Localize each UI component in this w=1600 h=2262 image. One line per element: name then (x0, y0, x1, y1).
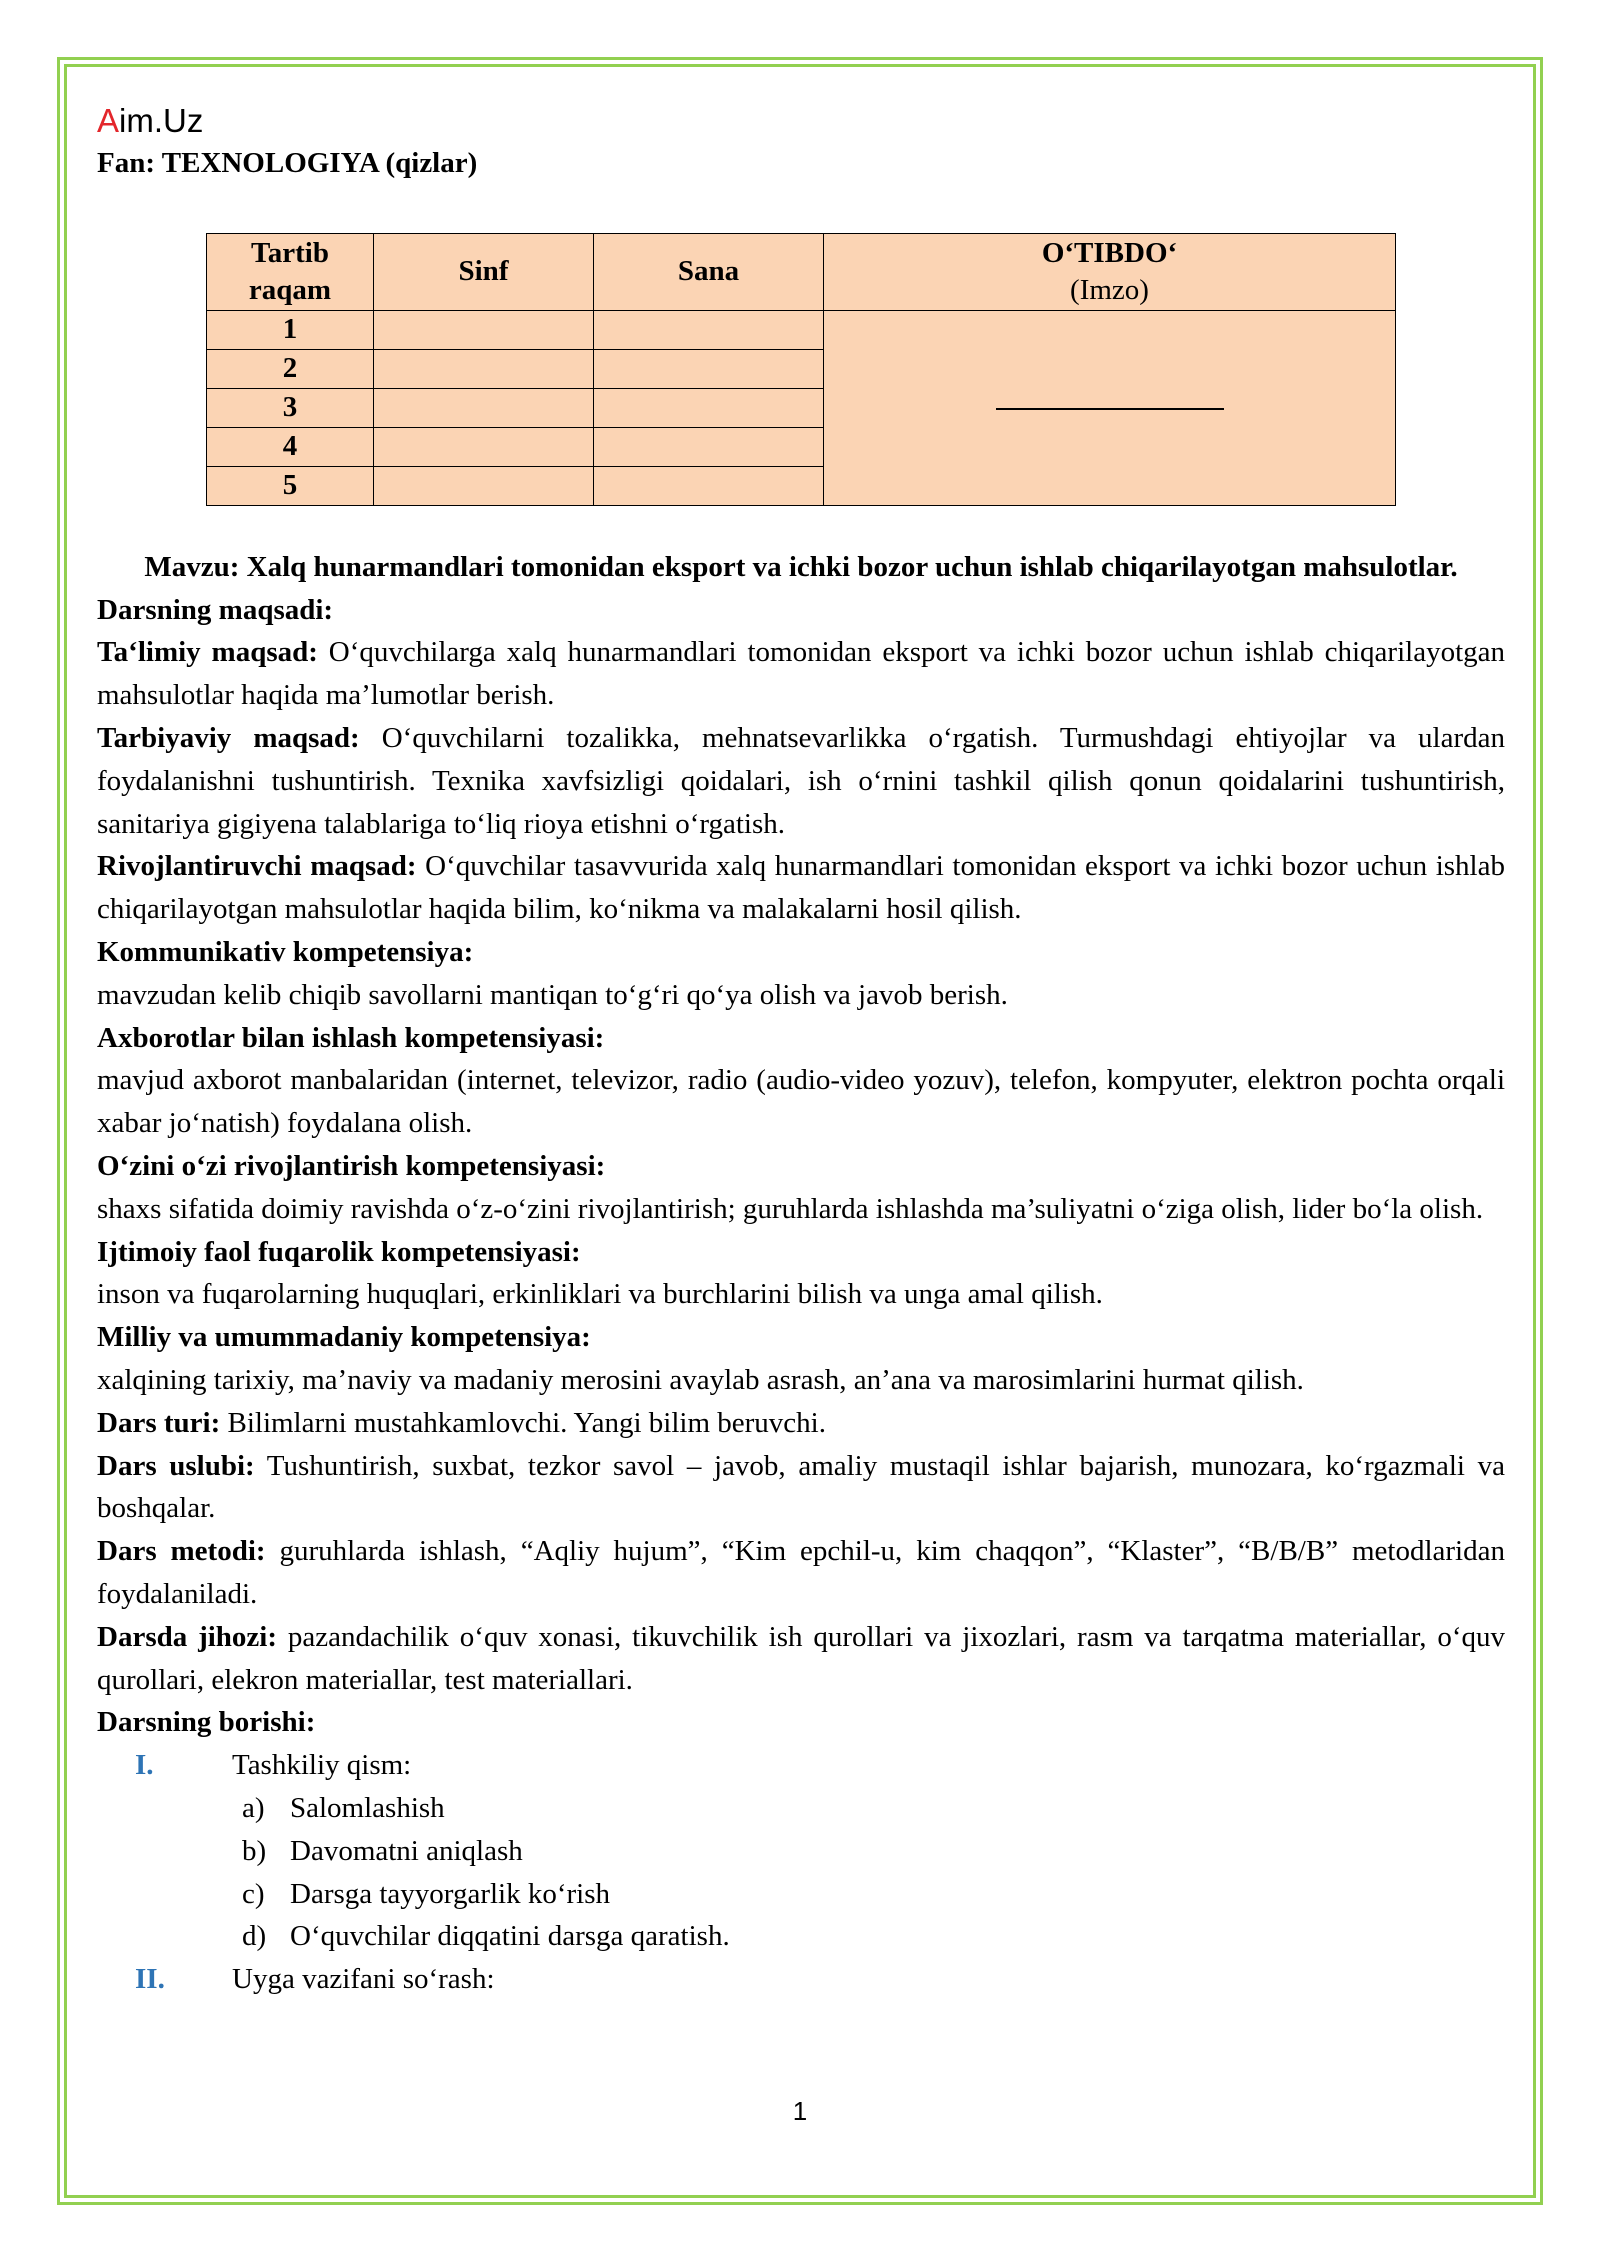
signature-line (996, 408, 1224, 410)
step-text: Tashkiliy qism: (232, 1749, 412, 1782)
dars-metodi-text: guruhlarda ishlash, “Aqliy hujum”, “Kim epchil-u, kim chaqqon”, “Klaster”, “B/B/B” metodlaridan foydalaniladi. (97, 1535, 1505, 1610)
header-otibdo (824, 233, 1396, 310)
tarbiyaviy-paragraph (97, 717, 1505, 845)
darsda-jihozi-text: pazandachilik o‘quv xonasi, tikuvchilik ish qurollari va jixozlari, rasm va tarqatma materiallar, o‘quv qurollari, elekron materiallar, test materiallari. (97, 1620, 1505, 1696)
talimiy-text: O‘quvchilarga xalq hunarmandlari tomonidan eksport va ichki bozor uchun ishlab chiqarilayotgan mahsulotlar haqida ma’lumotlar berish. (97, 636, 1505, 712)
table-header-row (207, 233, 1396, 310)
ijtimoiy-text: inson va fuqarolarning huquqlari, erkinliklari va burchlarini bilish va unga amal qilish. (97, 1278, 1103, 1311)
axborot-text: mavjud axborot manbalaridan (internet, televizor, radio (audio-video yozuv), telefon, kompyuter, elektron pochta orqali xabar jo‘natish) foydalana olish. (97, 1064, 1505, 1140)
milliy-text: xalqining tarixiy, ma’naviy va madaniy merosini avaylab asrash, an’ana va marosimlarini hurmat qilish. (97, 1363, 1304, 1396)
sub-letter: a) (242, 1791, 265, 1824)
talimiy-paragraph (97, 631, 1505, 717)
ozini-text: shaxs sifatida doimiy ravishda o‘z-o‘zini rivojlantirish; guruhlarda ishlashda ma’suliyatni o‘ziga olish, lider bo‘la olish. (97, 1192, 1484, 1225)
rivojlantiruvchi-paragraph (97, 845, 1505, 931)
page-number: 1 (792, 2096, 808, 2126)
subject-line: Fan: TEXNOLOGIYA (qizlar) (97, 147, 478, 179)
row-number: 5 (207, 466, 374, 505)
dars-turi-label: Dars turi: (97, 1406, 221, 1439)
sub-letter: d) (242, 1920, 267, 1953)
darsda-jihozi-label: Darsda jihozi: (97, 1620, 278, 1653)
header-sana: Sana (594, 233, 824, 310)
goals-heading: Darsning maqsadi: (97, 593, 334, 626)
axborot-heading: Axborotlar bilan ishlash kompetensiyasi: (97, 1021, 605, 1054)
dars-turi-text: Bilimlarni mustahkamlovchi. Yangi bilim beruvchi. (220, 1406, 826, 1439)
dars-metodi-label: Dars metodi: (97, 1535, 266, 1568)
header-tartib: Tartib raqam (207, 233, 374, 310)
sinf-cell (374, 427, 594, 466)
sana-cell (594, 349, 824, 388)
ozini-heading: O‘zini o‘zi rivojlantirish kompetensiyasi: (97, 1149, 606, 1182)
sub-letter: c) (242, 1877, 265, 1910)
document-body (97, 100, 1505, 2001)
logo-text: im.Uz (119, 102, 204, 139)
list-item (97, 1787, 1505, 1830)
sinf-cell (374, 310, 594, 349)
rivojlantiruvchi-label: Rivojlantiruvchi maqsad: (97, 850, 417, 883)
list-item (97, 1744, 1505, 1787)
sana-cell (594, 310, 824, 349)
list-item (97, 1873, 1505, 1916)
kommunikativ-text: mavzudan kelib chiqib savollarni mantiqan to‘g‘ri qo‘ya olish va javob berish. (97, 978, 1008, 1011)
sana-cell (594, 427, 824, 466)
signature-cell (824, 310, 1396, 505)
dars-metodi-paragraph (97, 1530, 1505, 1616)
sub-text: O‘quvchilar diqqatini darsga qaratish. (290, 1920, 730, 1953)
site-logo (97, 100, 1505, 142)
sinf-cell (374, 349, 594, 388)
table-row (207, 310, 1396, 349)
sub-text: Darsga tayyorgarlik ko‘rish (290, 1877, 610, 1910)
sub-text: Salomlashish (290, 1791, 445, 1824)
header-imzo-label: (Imzo) (1070, 273, 1149, 306)
logo-letter-a: A (97, 102, 120, 139)
sana-cell (594, 388, 824, 427)
rivojlantiruvchi-text: O‘quvchilar tasavvurida xalq hunarmandlari tomonidan eksport va ichki bozor uchun ishlab chiqarilayotgan mahsulotlar haqida bilim, ko‘nikma va malakalarni hosil qilish. (97, 850, 1505, 926)
roman-numeral: I. (135, 1749, 154, 1782)
tarbiyaviy-label: Tarbiyaviy maqsad: (97, 721, 360, 754)
ijtimoiy-heading: Ijtimoiy faol fuqarolik kompetensiyasi: (97, 1235, 581, 1268)
sub-letter: b) (242, 1834, 267, 1867)
dars-uslubi-text: Tushuntirish, suxbat, tezkor savol – javob, amaliy mustaqil ishlar bajarish, munozara, ko‘rgazmali va boshqalar. (97, 1449, 1505, 1525)
kommunikativ-heading: Kommunikativ kompetensiya: (97, 935, 474, 968)
list-item (97, 1830, 1505, 1873)
list-item (97, 1958, 1505, 2001)
sinf-cell (374, 466, 594, 505)
dars-uslubi-paragraph (97, 1445, 1505, 1531)
dars-turi-paragraph (97, 1402, 1505, 1445)
signature-table (206, 233, 1396, 506)
header-otibdo-label: O‘TIBDO‘ (1041, 236, 1178, 269)
topic-title: Mavzu: Xalq hunarmandlari tomonidan eksport va ichki bozor uchun ishlab chiqarilayotgan mahsulotlar. (144, 550, 1458, 583)
tarbiyaviy-text: O‘quvchilarni tozalikka, mehnatsevarlikka o‘rgatish. Turmushdagi ehtiyojlar va ulardan foydalanishni tushuntirish. Texnika xavfsizligi qoidalari, ish o‘rnini tashkil qilish qonun qoidalarini tushuntirish, sanitariya gigiyena talablariga to‘liq rioya etishni o‘rgatish. (97, 721, 1506, 840)
roman-numeral: II. (135, 1963, 165, 1996)
darsda-jihozi-paragraph (97, 1616, 1505, 1702)
milliy-heading: Milliy va umummadaniy kompetensiya: (97, 1321, 591, 1354)
row-number: 1 (207, 310, 374, 349)
step-text: Uyga vazifani so‘rash: (232, 1963, 495, 1996)
dars-uslubi-label: Dars uslubi: (97, 1449, 255, 1482)
list-item (97, 1915, 1505, 1958)
header-sinf: Sinf (374, 233, 594, 310)
borishi-heading: Darsning borishi: (97, 1706, 316, 1739)
sub-text: Davomatni aniqlash (290, 1834, 523, 1867)
sana-cell (594, 466, 824, 505)
sinf-cell (374, 388, 594, 427)
row-number: 4 (207, 427, 374, 466)
talimiy-label: Ta‘limiy maqsad: (97, 636, 318, 669)
row-number: 3 (207, 388, 374, 427)
row-number: 2 (207, 349, 374, 388)
